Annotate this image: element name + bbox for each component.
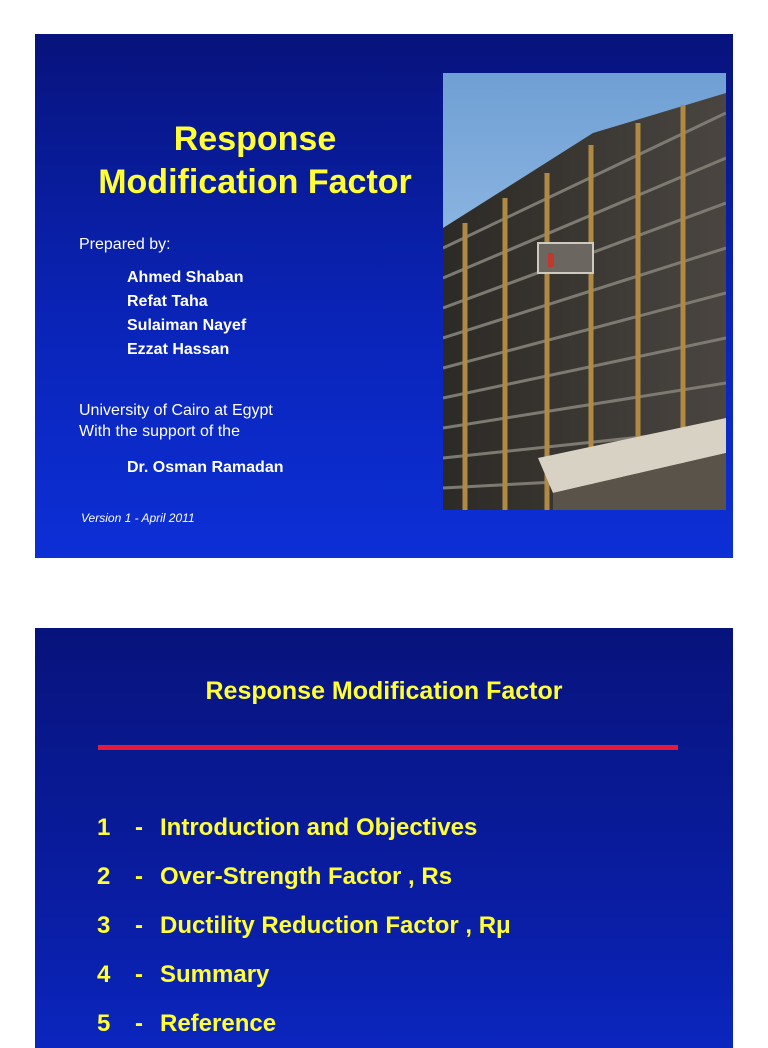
item-text: Reference	[160, 1010, 277, 1037]
item-number: 5	[97, 1010, 111, 1037]
item-dash: -	[135, 912, 143, 939]
university-line: University of Cairo at Egypt	[79, 402, 273, 419]
title-line-1: Response	[173, 120, 337, 158]
slide-title	[65, 118, 445, 204]
list-item	[97, 1010, 511, 1048]
item-text: Ductility Reduction Factor , Rμ	[160, 912, 511, 939]
table-of-contents	[97, 814, 511, 1048]
author-name: Sulaiman Nayef	[127, 317, 247, 334]
author-name: Refat Taha	[127, 293, 208, 310]
item-text: Summary	[160, 961, 270, 988]
slide-title: Response Modification Factor	[205, 677, 563, 705]
item-text: Introduction and Objectives	[160, 814, 478, 841]
contents-slide	[35, 628, 733, 1048]
list-item	[97, 863, 511, 912]
prepared-by-label: Prepared by:	[79, 236, 171, 253]
item-dash: -	[135, 961, 143, 988]
list-item	[97, 961, 511, 1010]
item-text: Over-Strength Factor , Rs	[160, 863, 453, 890]
building-illustration	[443, 73, 726, 510]
author-name: Ahmed Shaban	[127, 269, 244, 286]
version-label: Version 1 - April 2011	[81, 511, 195, 525]
title-line-2: Modification Factor	[98, 163, 412, 201]
item-dash: -	[135, 863, 143, 890]
support-line: With the support of the	[79, 423, 240, 440]
title-divider	[98, 745, 678, 750]
list-item	[97, 814, 511, 863]
item-number: 3	[97, 912, 111, 939]
author-name: Ezzat Hassan	[127, 341, 230, 358]
university-text	[79, 400, 273, 442]
steel-frame-building-photo	[443, 73, 726, 510]
author-list	[127, 266, 246, 362]
item-dash: -	[135, 1010, 143, 1037]
item-dash: -	[135, 814, 143, 841]
item-number: 1	[97, 814, 111, 841]
title-slide	[35, 34, 733, 558]
item-number: 2	[97, 863, 111, 890]
item-number: 4	[97, 961, 111, 988]
list-item	[97, 912, 511, 961]
advisor-name: Dr. Osman Ramadan	[127, 459, 284, 476]
